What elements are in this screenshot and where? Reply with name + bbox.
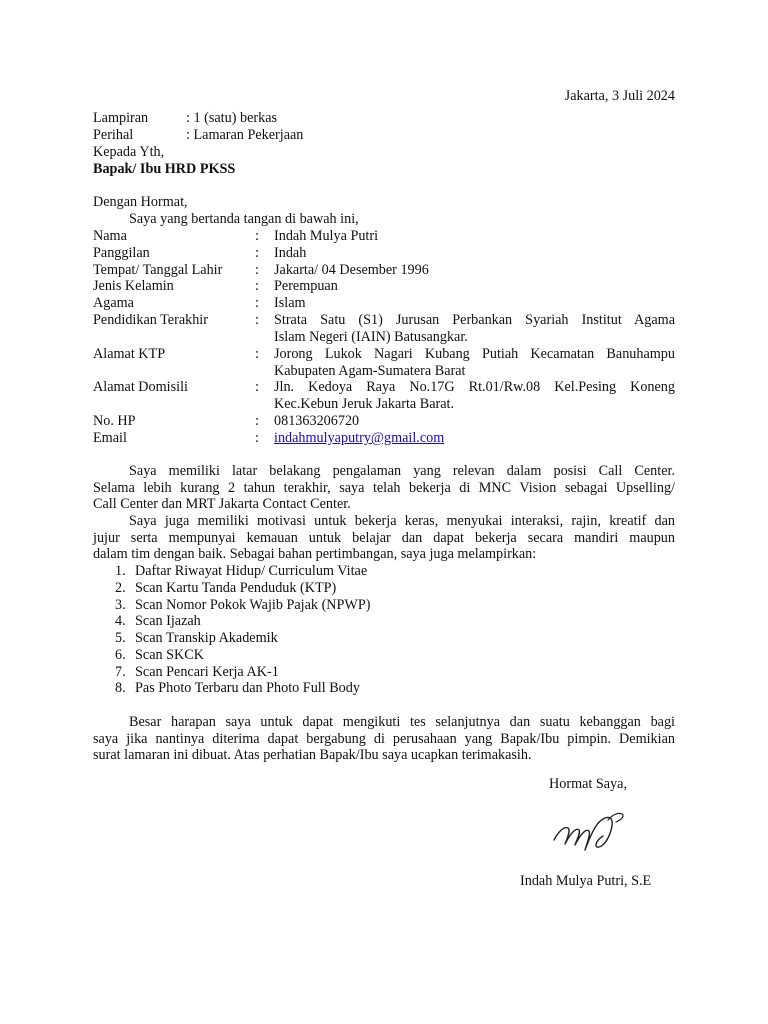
list-item bbox=[93, 630, 278, 647]
list-item bbox=[93, 597, 370, 614]
list-item bbox=[93, 680, 360, 697]
list-item-number: 1. bbox=[115, 563, 126, 579]
paragraph-line: Saya memiliki latar belakang pengalaman yang relevan dalam posisi Call Center. bbox=[129, 463, 675, 479]
paragraph-line: Selama lebih kurang 2 tahun terakhir, saya telah bekerja di MNC Vision sebagai Upselling/ bbox=[93, 479, 675, 496]
paragraph-line: dalam tim dengan baik. Sebagai bahan pertimbangan, saya juga melampirkan: bbox=[93, 546, 537, 563]
list-item-number: 5. bbox=[115, 630, 126, 646]
signer-name: Indah Mulya Putri, S.E bbox=[520, 873, 652, 889]
list-item-number: 3. bbox=[115, 597, 126, 613]
list-item-text: Pas Photo Terbaru dan Photo Full Body bbox=[135, 680, 360, 696]
lampiran-value: : 1 (satu) berkas bbox=[186, 110, 278, 126]
field-colon: : bbox=[255, 228, 259, 244]
list-item-text: Daftar Riwayat Hidup/ Curriculum Vitae bbox=[135, 563, 368, 579]
list-item-number: 2. bbox=[115, 580, 126, 596]
field-value-nama: Indah Mulya Putri bbox=[274, 228, 379, 244]
paragraph-line: jujur serta mempunyai kemauan untuk belajar dan dapat bekerja secara mandiri maupun bbox=[93, 529, 675, 546]
field-colon: : bbox=[255, 312, 259, 328]
field-value-alamat-ktp bbox=[274, 346, 675, 379]
field-colon: : bbox=[255, 245, 259, 261]
paragraph-line: surat lamaran ini dibuat. Atas perhatian Bapak/Ibu saya ucapkan terimakasih. bbox=[93, 747, 532, 764]
list-item-text: Scan Ijazah bbox=[135, 613, 201, 629]
field-colon: : bbox=[255, 262, 259, 278]
field-label-email: Email bbox=[93, 430, 127, 446]
field-value-pendidikan-line1: Strata Satu (S1) Jurusan Perbankan Syariah Institut Agama bbox=[274, 312, 675, 328]
field-colon: : bbox=[255, 346, 259, 362]
list-item-number: 4. bbox=[115, 613, 126, 629]
paragraph-line: Besar harapan saya untuk dapat mengikuti tes selanjutnya dan suatu kebanggan bagi bbox=[129, 714, 675, 730]
list-item bbox=[93, 647, 204, 664]
lampiran-label: Lampiran bbox=[93, 110, 149, 126]
greeting: Dengan Hormat, bbox=[93, 194, 188, 210]
list-item-text: Scan Transkip Akademik bbox=[135, 630, 278, 646]
field-value-alamat-domisili-line2: Kec.Kebun Jeruk Jakarta Barat. bbox=[274, 395, 455, 412]
list-item-text: Scan Kartu Tanda Penduduk (KTP) bbox=[135, 580, 337, 596]
list-item-number: 8. bbox=[115, 680, 126, 696]
field-label-nama: Nama bbox=[93, 228, 127, 244]
list-item-number: 7. bbox=[115, 664, 126, 680]
field-colon: : bbox=[255, 379, 259, 395]
field-label-agama: Agama bbox=[93, 295, 134, 311]
field-value-pendidikan-line2: Islam Negeri (IAIN) Batusangkar. bbox=[274, 328, 468, 345]
field-value-agama: Islam bbox=[274, 295, 306, 311]
kepada-line: Kepada Yth, bbox=[93, 144, 165, 160]
field-label-alamat-ktp: Alamat KTP bbox=[93, 346, 166, 362]
field-value-ttl: Jakarta/ 04 Desember 1996 bbox=[274, 262, 429, 278]
list-item bbox=[93, 664, 279, 681]
paragraph-line: saya jika nantinya diterima dapat bergabung di perusahaan yang Bapak/Ibu pimpin. Demikian bbox=[93, 730, 675, 747]
field-colon: : bbox=[255, 278, 259, 294]
field-label-alamat-domisili: Alamat Domisili bbox=[93, 379, 188, 395]
intro-line: Saya yang bertanda tangan di bawah ini, bbox=[129, 211, 359, 227]
field-value-email bbox=[274, 430, 675, 447]
field-value-alamat-domisili bbox=[274, 379, 675, 412]
list-item bbox=[93, 613, 201, 630]
paragraph-line: Saya juga memiliki motivasi untuk bekerja keras, menyukai interaksi, rajin, kreatif dan bbox=[129, 513, 675, 529]
email-link[interactable]: indahmulyaputry@gmail.com bbox=[274, 430, 445, 446]
field-label-no-hp: No. HP bbox=[93, 413, 136, 429]
perihal-value: : Lamaran Pekerjaan bbox=[186, 127, 304, 143]
field-colon: : bbox=[255, 413, 259, 429]
field-colon: : bbox=[255, 295, 259, 311]
field-label-panggilan: Panggilan bbox=[93, 245, 150, 261]
field-label-pendidikan: Pendidikan Terakhir bbox=[93, 312, 208, 328]
list-item bbox=[93, 563, 367, 580]
list-item-text: Scan SKCK bbox=[135, 647, 204, 663]
paragraph-line: Call Center dan MRT Jakarta Contact Center. bbox=[93, 496, 351, 513]
field-value-alamat-ktp-line2: Kabupaten Agam-Sumatera Barat bbox=[274, 362, 466, 379]
field-value-no-hp: 081363206720 bbox=[274, 413, 360, 429]
list-item-number: 6. bbox=[115, 647, 126, 663]
field-value-alamat-ktp-line1: Jorong Lukok Nagari Kubang Putiah Kecamatan Banuhampu bbox=[274, 346, 675, 362]
list-item-text: Scan Nomor Pokok Wajib Pajak (NPWP) bbox=[135, 597, 371, 613]
recipient: Bapak/ Ibu HRD PKSS bbox=[93, 161, 236, 177]
field-value-pendidikan bbox=[274, 312, 675, 345]
field-label-ttl: Tempat/ Tanggal Lahir bbox=[93, 262, 223, 278]
paragraph-experience bbox=[93, 463, 675, 513]
field-label-jenis-kelamin: Jenis Kelamin bbox=[93, 278, 174, 294]
paragraph-motivation bbox=[93, 513, 675, 563]
paragraph-closing bbox=[93, 714, 675, 764]
signature-image bbox=[548, 806, 634, 856]
list-item bbox=[93, 580, 336, 597]
field-value-panggilan: Indah bbox=[274, 245, 307, 261]
field-colon: : bbox=[255, 430, 259, 446]
field-value-alamat-domisili-line1: Jln. Kedoya Raya No.17G Rt.01/Rw.08 Kel.Pesing Koneng bbox=[274, 379, 675, 395]
letter-date: Jakarta, 3 Juli 2024 bbox=[564, 88, 675, 104]
field-value-jenis-kelamin: Perempuan bbox=[274, 278, 338, 294]
closing-salutation: Hormat Saya, bbox=[549, 776, 628, 792]
perihal-label: Perihal bbox=[93, 127, 134, 143]
list-item-text: Scan Pencari Kerja AK-1 bbox=[135, 664, 279, 680]
